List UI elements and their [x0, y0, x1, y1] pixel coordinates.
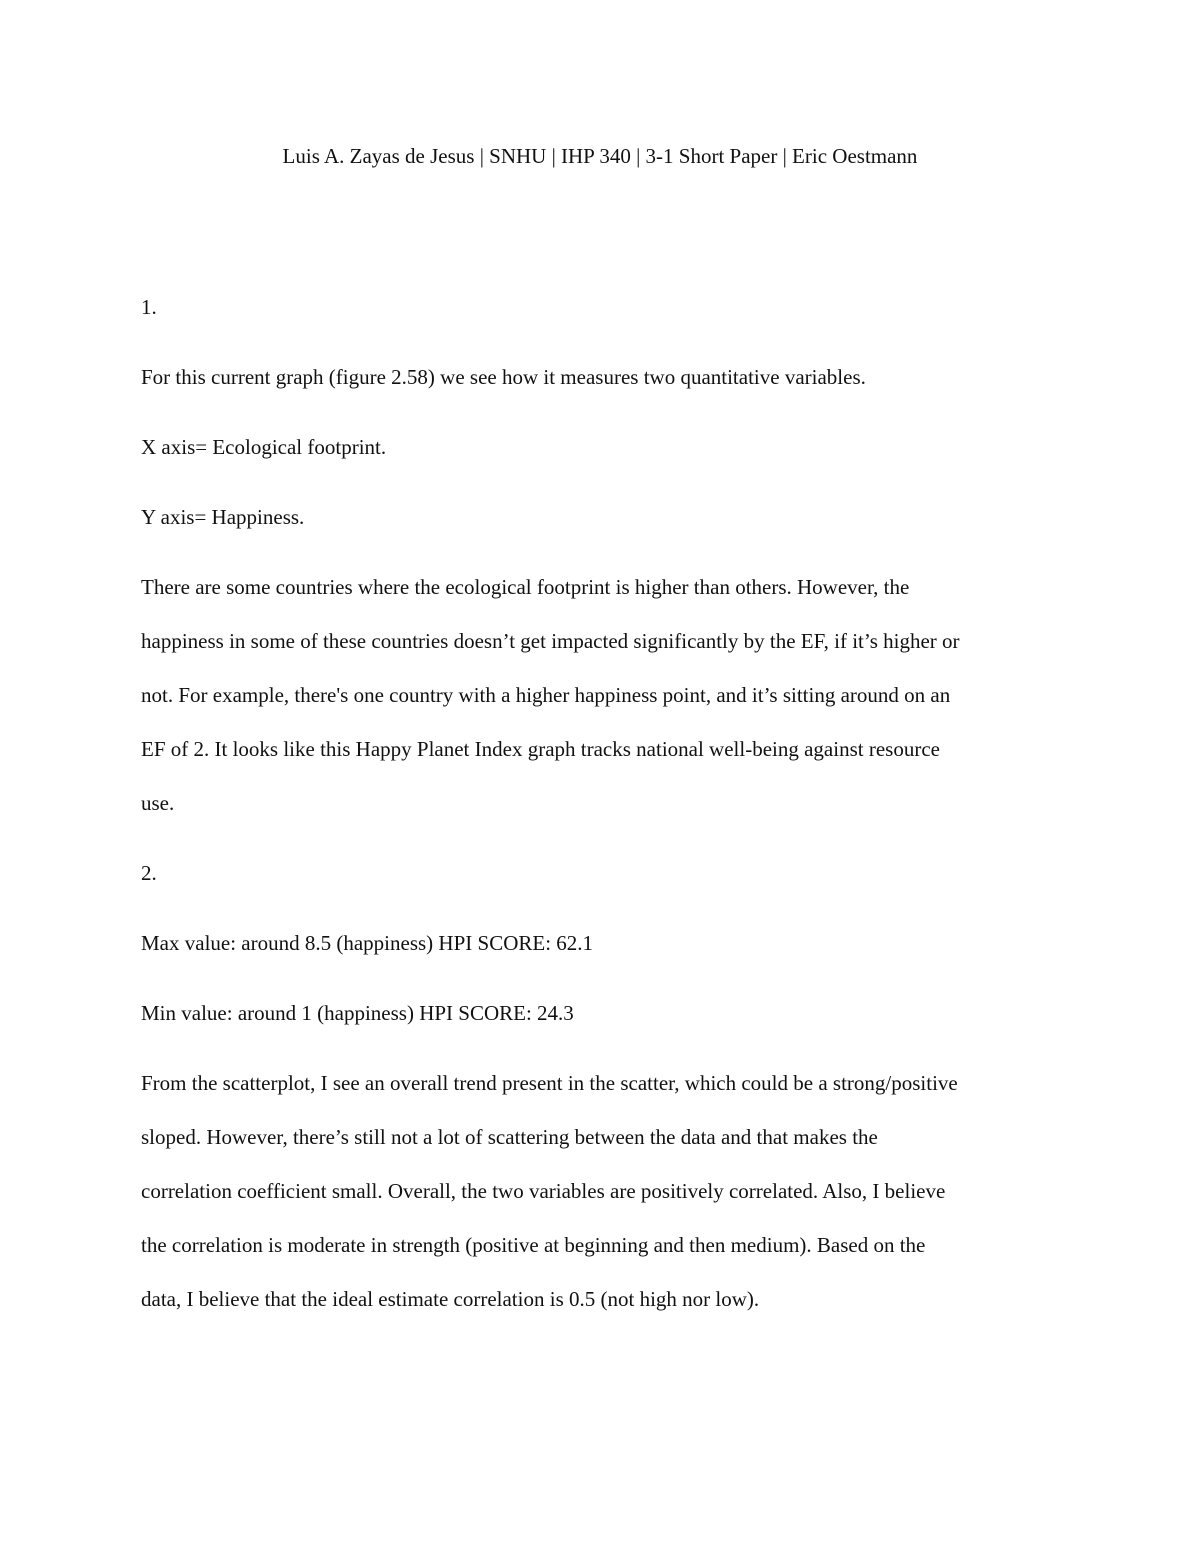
max-value-line: Max value: around 8.5 (happiness) HPI SCORE: 62.1	[141, 931, 594, 955]
y-axis-line: Y axis= Happiness.	[141, 505, 305, 529]
paragraph-line: From the scatterplot, I see an overall trend present in the scatter, which could be a strong/positive	[141, 1071, 958, 1095]
paragraph-line: use.	[141, 791, 175, 815]
paragraph-line: the correlation is moderate in strength (positive at beginning and then medium). Based on the	[141, 1233, 926, 1257]
section-number-2: 2.	[141, 861, 157, 885]
min-value-line: Min value: around 1 (happiness) HPI SCORE: 24.3	[141, 1001, 574, 1025]
paragraph-line: EF of 2. It looks like this Happy Planet Index graph tracks national well-being against resource	[141, 737, 940, 761]
paragraph-line: happiness in some of these countries doesn’t get impacted significantly by the EF, if it’s higher or	[141, 629, 960, 653]
paragraph-line: data, I believe that the ideal estimate correlation is 0.5 (not high nor low).	[141, 1287, 760, 1311]
section2-paragraph	[141, 1056, 1061, 1326]
section-number-1: 1.	[141, 295, 157, 319]
paragraph-line: not. For example, there's one country with a higher happiness point, and it’s sitting around on an	[141, 683, 951, 707]
page-header: Luis A. Zayas de Jesus | SNHU | IHP 340 | 3-1 Short Paper | Eric Oestmann	[282, 144, 918, 168]
x-axis-line: X axis= Ecological footprint.	[141, 435, 387, 459]
paragraph-line: There are some countries where the ecological footprint is higher than others. However, the	[141, 575, 910, 599]
paragraph-line: correlation coefficient small. Overall, the two variables are positively correlated. Also, I believe	[141, 1179, 946, 1203]
section1-intro: For this current graph (figure 2.58) we see how it measures two quantitative variables.	[141, 365, 866, 389]
paragraph-line: sloped. However, there’s still not a lot of scattering between the data and that makes the	[141, 1125, 878, 1149]
section1-paragraph	[141, 560, 1061, 830]
document-body	[141, 280, 1061, 1326]
